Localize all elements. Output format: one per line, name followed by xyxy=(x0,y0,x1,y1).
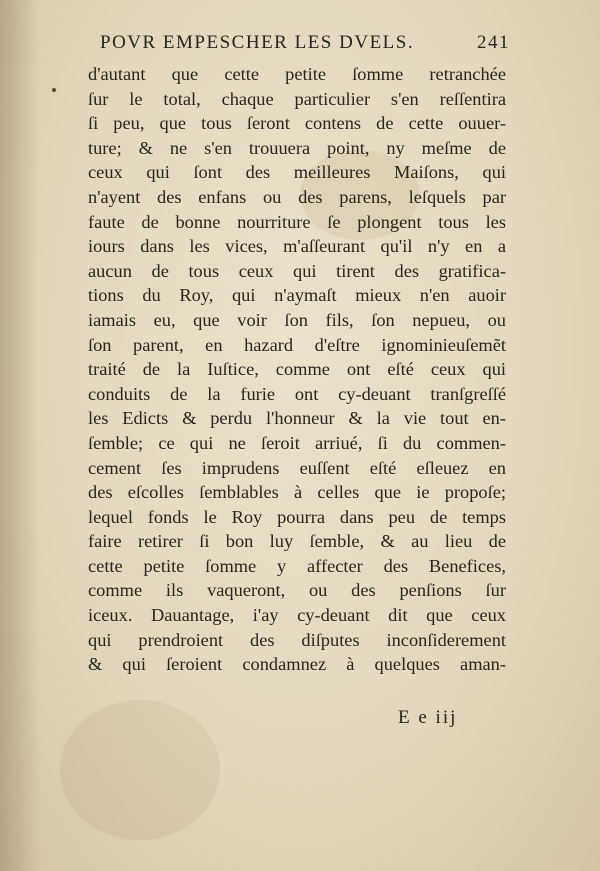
text-line: ſi peu, que tous ſeront contens de cette ouuer- xyxy=(88,113,506,134)
text-line: & qui ſeroient condamnez à quelques aman- xyxy=(88,654,506,675)
paper-stain xyxy=(60,700,220,840)
text-line: iamais eu, que voir ſon fils, ſon nepueu, ou xyxy=(88,309,506,330)
text-line: d'autant que cette petite ſomme retranchée xyxy=(88,64,506,84)
body-text xyxy=(88,62,506,677)
text-line: tions du Roy, qui n'aymaſt mieux n'en auoir xyxy=(88,285,506,306)
text-line: ceux qui ſont des meilleures Maiſons, qui xyxy=(88,162,506,183)
text-line: faire retirer ſi bon luy ſemble, & au lieu de xyxy=(88,531,506,552)
text-line: conduits de la furie ont cy-deuant tranſgreſſé xyxy=(88,383,506,404)
text-line: lequel fonds le Roy pourra dans peu de temps xyxy=(88,506,506,527)
text-line: traité de la Iuſtice, comme ont eſté ceux qui xyxy=(88,359,506,380)
text-line: qui prendroient des diſputes inconſiderement xyxy=(88,629,506,650)
running-head xyxy=(100,32,530,54)
text-line: ſemble; ce qui ne ſeroit arriué, ſi du commen- xyxy=(88,432,506,453)
text-line: des eſcolles ſemblables à celles que ie propoſe; xyxy=(88,482,506,503)
text-line: ſur le total, chaque particulier s'en reſſentira xyxy=(88,88,506,109)
text-line: les Edicts & perdu l'honneur & la vie tout en- xyxy=(88,408,506,429)
text-line: comme ils vaqueront, ou des penſions ſur xyxy=(88,580,506,601)
running-head-title: POVR EMPESCHER LES DVELS. xyxy=(100,32,415,53)
text-line: iceux. Dauantage, i'ay cy-deuant dit que ceux xyxy=(88,605,506,626)
page-number: 241 xyxy=(477,32,510,53)
signature-mark: E e iij xyxy=(398,707,458,728)
text-line: ſon parent, en hazard d'eſtre ignominieuſemẽt xyxy=(88,334,506,355)
text-line: iours dans les vices, m'aſſeurant qu'il n'y en a xyxy=(88,236,506,257)
ink-spot xyxy=(52,88,56,92)
text-line: ture; & ne s'en trouuera point, ny meſme de xyxy=(88,137,506,158)
text-line: aucun de tous ceux qui tirent des gratifica- xyxy=(88,260,506,281)
text-line: cement ſes imprudens euſſent eſté eſleuez en xyxy=(88,457,506,478)
text-line: cette petite ſomme y affecter des Benefices, xyxy=(88,555,506,576)
text-line: faute de bonne nourriture ſe plongent tous les xyxy=(88,211,506,232)
text-line: n'ayent des enfans ou des parens, leſquels par xyxy=(88,186,506,207)
